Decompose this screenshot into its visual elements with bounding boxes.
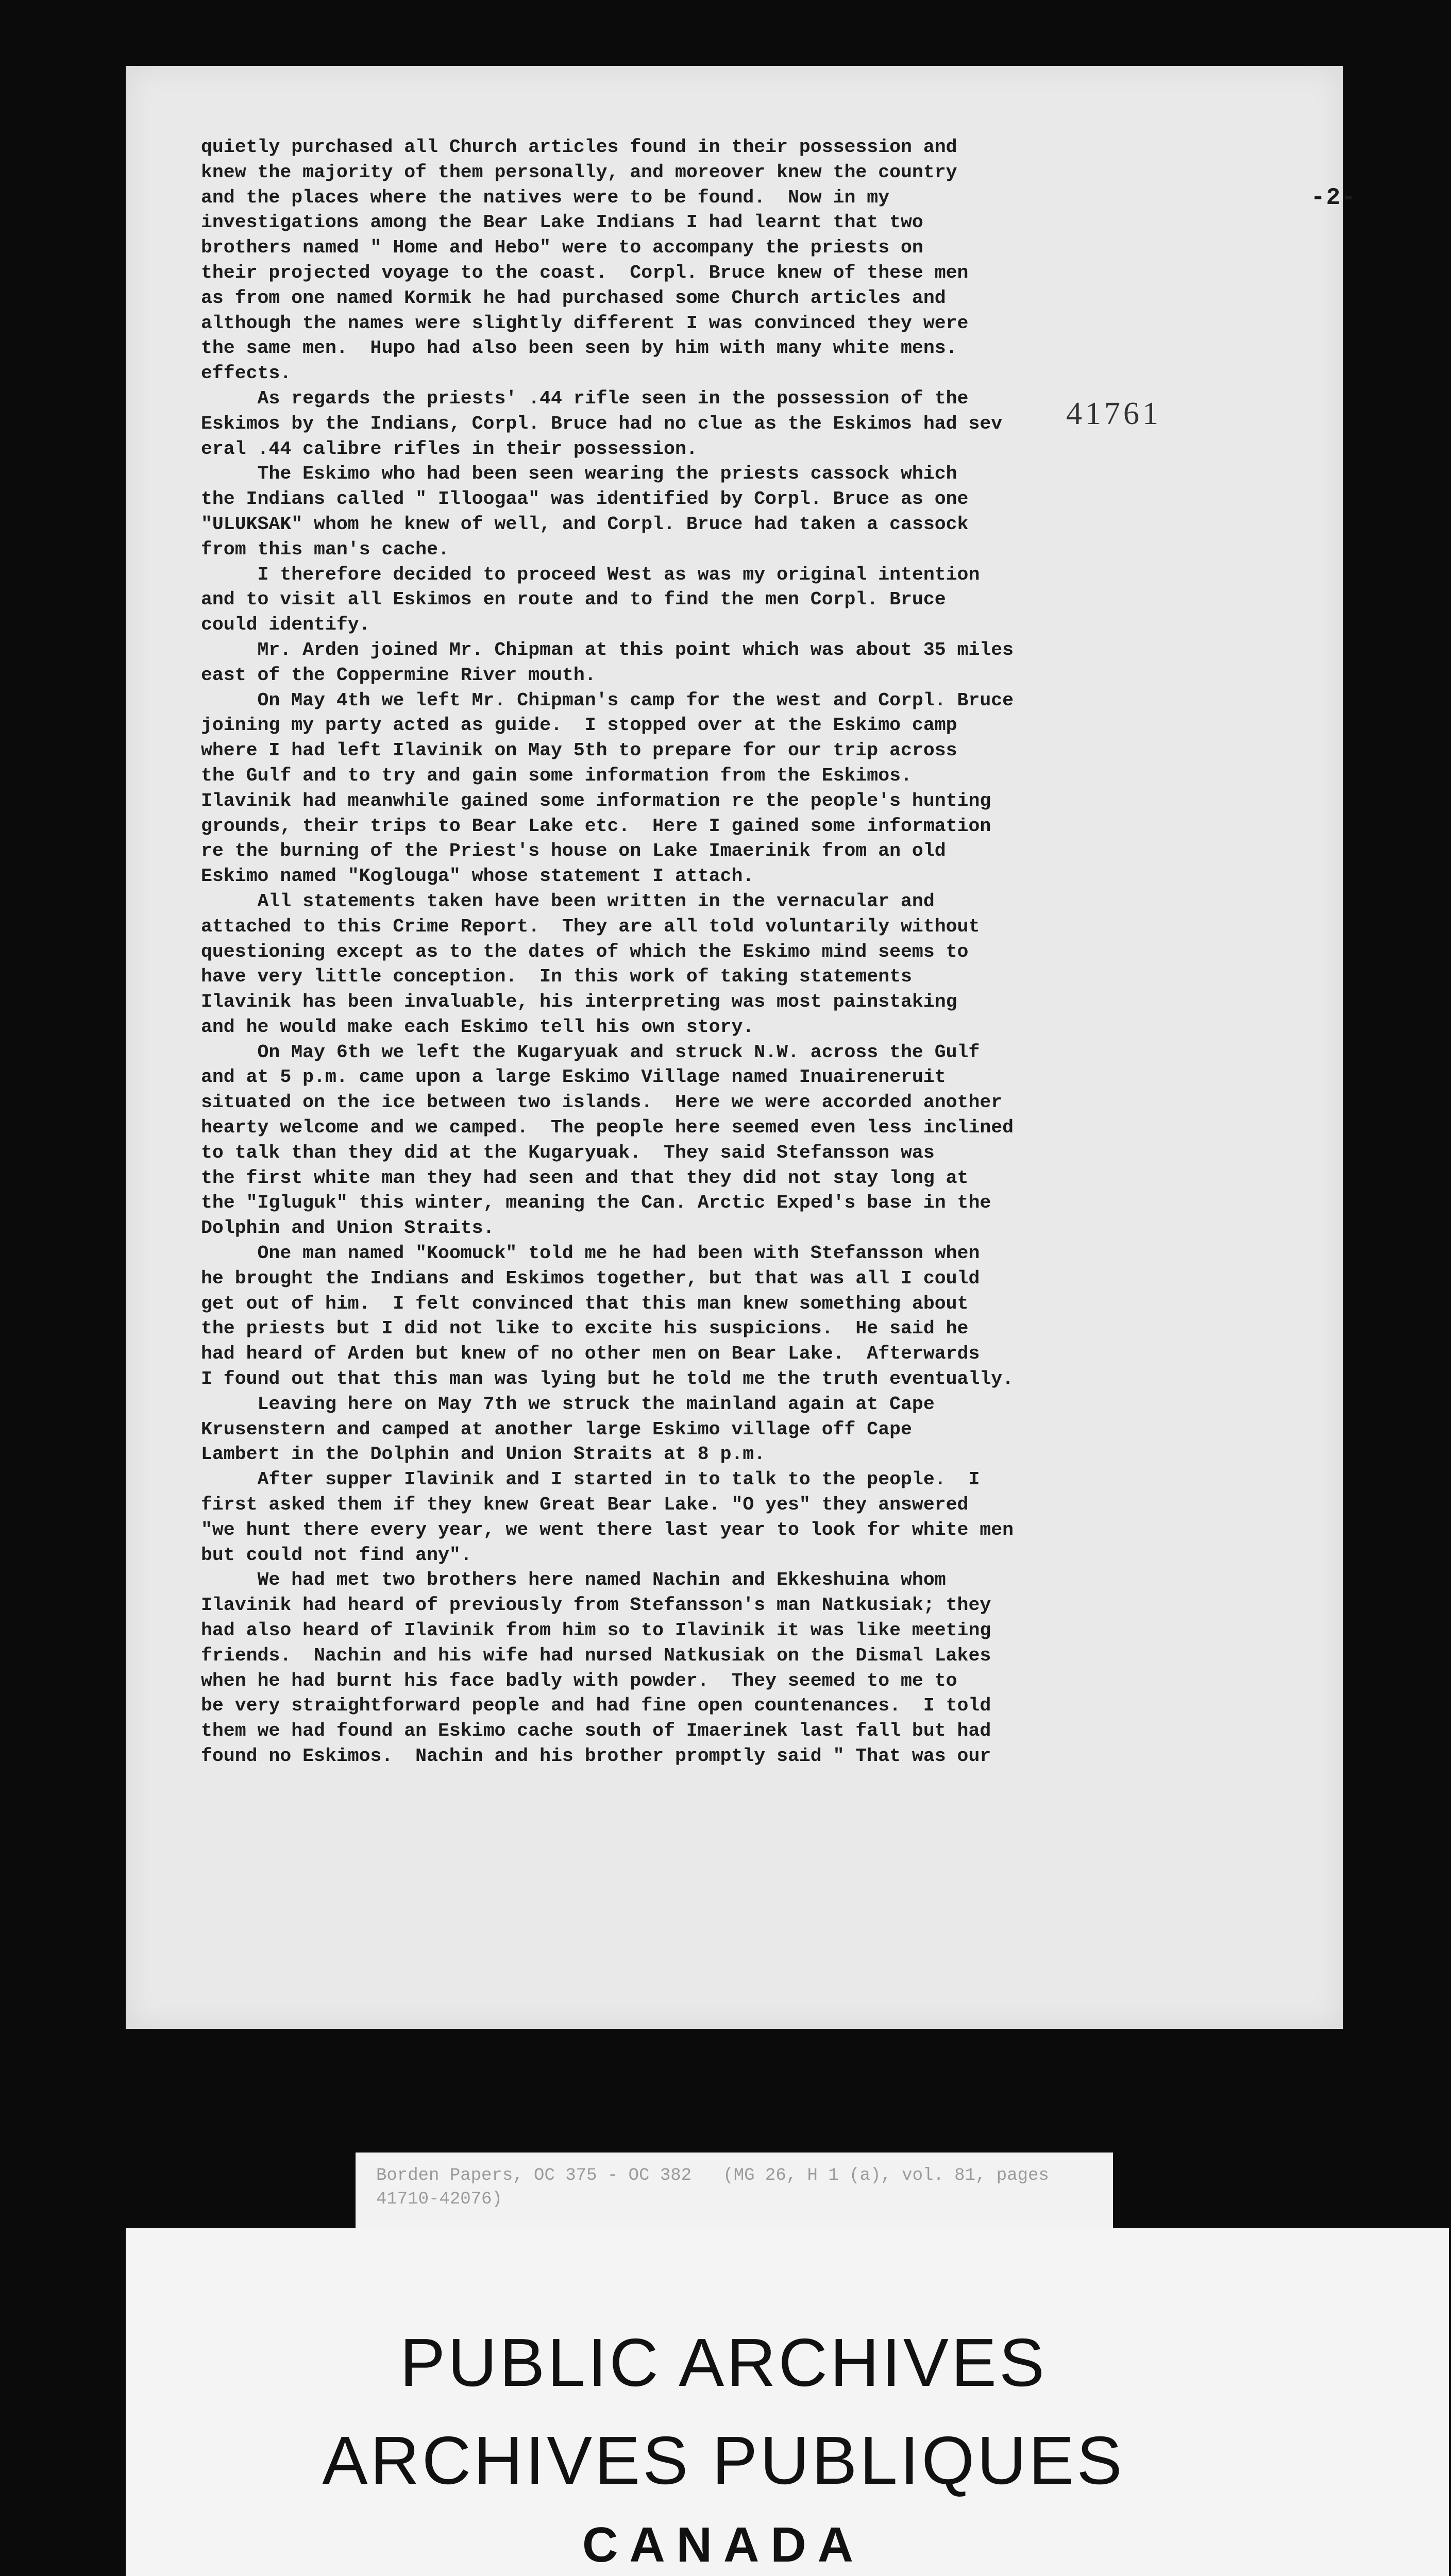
text-line: re the burning of the Priest's house on Lake Imaerinik from an old [201, 840, 946, 862]
text-line: when he had burnt his face badly with powder. They seemed to me to [201, 1670, 957, 1691]
text-line: Dolphin and Union Straits. [201, 1217, 495, 1239]
text-line: them we had found an Eskimo cache south of Imaerinek last fall but had [201, 1720, 991, 1742]
text-line: and the places where the natives were to be found. Now in my [201, 187, 890, 208]
text-line: The Eskimo who had been seen wearing the priests cassock which [201, 463, 957, 485]
text-line: We had met two brothers here named Nachin and Ekkeshuina whom [201, 1569, 946, 1591]
text-line: get out of him. I felt convinced that this man knew something about [201, 1293, 969, 1314]
text-line: Mr. Arden joined Mr. Chipman at this point which was about 35 miles [201, 639, 1014, 660]
text-line: the Indians called " Illoogaa" was identified by Corpl. Bruce as one [201, 488, 969, 510]
text-line: the priests but I did not like to excite his suspicions. He said he [201, 1318, 969, 1340]
text-line: situated on the ice between two islands. Here we were accorded another [201, 1092, 1003, 1113]
text-line: found no Eskimos. Nachin and his brother promptly said " That was our [201, 1745, 991, 1767]
text-line: where I had left Ilavinik on May 5th to prepare for our trip across [201, 740, 957, 761]
text-line: had also heard of Ilavinik from him so to Ilavinik it was like meeting [201, 1620, 991, 1641]
text-line: first asked them if they knew Great Bear Lake. "O yes" they answered [201, 1494, 969, 1516]
text-line: he brought the Indians and Eskimos together, but that was all I could [201, 1267, 980, 1289]
document-body-text [201, 135, 1309, 1769]
text-line: quietly purchased all Church articles found in their possession and [201, 137, 957, 158]
text-line: and at 5 p.m. came upon a large Eskimo Village named Inuaireneruit [201, 1066, 946, 1088]
stamp-english-name: PUBLIC ARCHIVES [399, 2325, 1048, 2400]
text-line: joining my party acted as guide. I stopped over at the Eskimo camp [201, 715, 957, 736]
folio-stamp-number: 41761 [1066, 396, 1161, 431]
text-line: from this man's cache. [201, 538, 449, 560]
text-line: "ULUKSAK" whom he knew of well, and Corpl. Bruce had taken a cassock [201, 513, 969, 535]
text-line: grounds, their trips to Bear Lake etc. Here I gained some information [201, 815, 991, 837]
page-number: -2- [1311, 184, 1357, 211]
text-line: investigations among the Bear Lake Indians I had learnt that two [201, 212, 923, 233]
text-line: friends. Nachin and his wife had nursed Natkusiak on the Dismal Lakes [201, 1645, 991, 1666]
text-line: One man named "Koomuck" told me he had been with Stefansson when [201, 1243, 980, 1264]
text-line: could identify. [201, 614, 370, 636]
text-line: Ilavinik had heard of previously from Stefansson's man Natkusiak; they [201, 1595, 991, 1616]
text-line: but could not find any". [201, 1544, 472, 1566]
text-line: had heard of Arden but knew of no other men on Bear Lake. Afterwards [201, 1343, 980, 1365]
text-line: be very straightforward people and had fine open countenances. I told [201, 1695, 991, 1717]
text-line: their projected voyage to the coast. Corpl. Bruce knew of these men [201, 262, 969, 283]
text-line: to talk than they did at the Kugaryuak. They said Stefansson was [201, 1142, 935, 1163]
text-line: Ilavinik had meanwhile gained some information re the people's hunting [201, 790, 991, 811]
text-line: hearty welcome and we camped. The people here seemed even less inclined [201, 1117, 1014, 1139]
text-line: Eskimo named "Koglouga" whose statement I attach. [201, 866, 754, 887]
text-line: knew the majority of them personally, and moreover knew the country [201, 161, 957, 183]
text-line: I found out that this man was lying but he told me the truth eventually. [201, 1368, 1014, 1390]
stamp-french-name: ARCHIVES PUBLIQUES [322, 2422, 1125, 2498]
text-line: the first white man they had seen and that they did not stay long at [201, 1167, 969, 1189]
text-line: and to visit all Eskimos en route and to find the men Corpl. Bruce [201, 589, 946, 611]
text-line: the same men. Hupo had also been seen by him with many white mens. [201, 337, 957, 359]
text-line: as from one named Kormik he had purchased some Church articles and [201, 287, 946, 309]
text-line: the "Igluguk" this winter, meaning the Can. Arctic Exped's base in the [201, 1192, 991, 1214]
archive-reference-text: Borden Papers, OC 375 - OC 382 (MG 26, H 1 (a), vol. 81, pages 41710-42076) [376, 2166, 1060, 2209]
text-line: and he would make each Eskimo tell his own story. [201, 1016, 754, 1038]
text-line: "we hunt there every year, we went there last year to look for white men [201, 1519, 1014, 1540]
text-line: east of the Coppermine River mouth. [201, 664, 596, 686]
text-line: Lambert in the Dolphin and Union Straits at 8 p.m. [201, 1444, 766, 1465]
text-line: although the names were slightly different I was convinced they were [201, 312, 969, 334]
text-line: effects. [201, 363, 292, 384]
text-line: have very little conception. In this work of taking statements [201, 966, 912, 988]
text-line: On May 4th we left Mr. Chipman's camp for the west and Corpl. Bruce [201, 689, 1014, 711]
text-line: attached to this Crime Report. They are all told voluntarily without [201, 916, 980, 937]
text-line: I therefore decided to proceed West as was my original intention [201, 564, 980, 585]
text-line: Eskimos by the Indians, Corpl. Bruce had no clue as the Eskimos had sev [201, 413, 1003, 434]
text-line: questioning except as to the dates of which the Eskimo mind seems to [201, 941, 969, 962]
text-line: the Gulf and to try and gain some information from the Eskimos. [201, 765, 912, 786]
text-line: Krusenstern and camped at another large Eskimo village off Cape [201, 1418, 912, 1440]
stamp-country: CANADA [582, 2517, 865, 2572]
text-line: On May 6th we left the Kugaryuak and struck N.W. across the Gulf [201, 1041, 980, 1063]
text-line: After supper Ilavinik and I started in to talk to the people. I [201, 1469, 980, 1490]
text-line: As regards the priests' .44 rifle seen in the possession of the [201, 387, 969, 409]
text-line: Ilavinik has been invaluable, his interpreting was most painstaking [201, 991, 957, 1013]
text-line: All statements taken have been written in the vernacular and [201, 890, 935, 912]
archives-stamp-card [126, 2228, 1449, 2576]
text-line: Leaving here on May 7th we struck the mainland again at Cape [201, 1393, 935, 1415]
text-line: eral .44 calibre rifles in their possession. [201, 438, 698, 460]
text-line: brothers named " Home and Hebo" were to accompany the priests on [201, 237, 923, 259]
